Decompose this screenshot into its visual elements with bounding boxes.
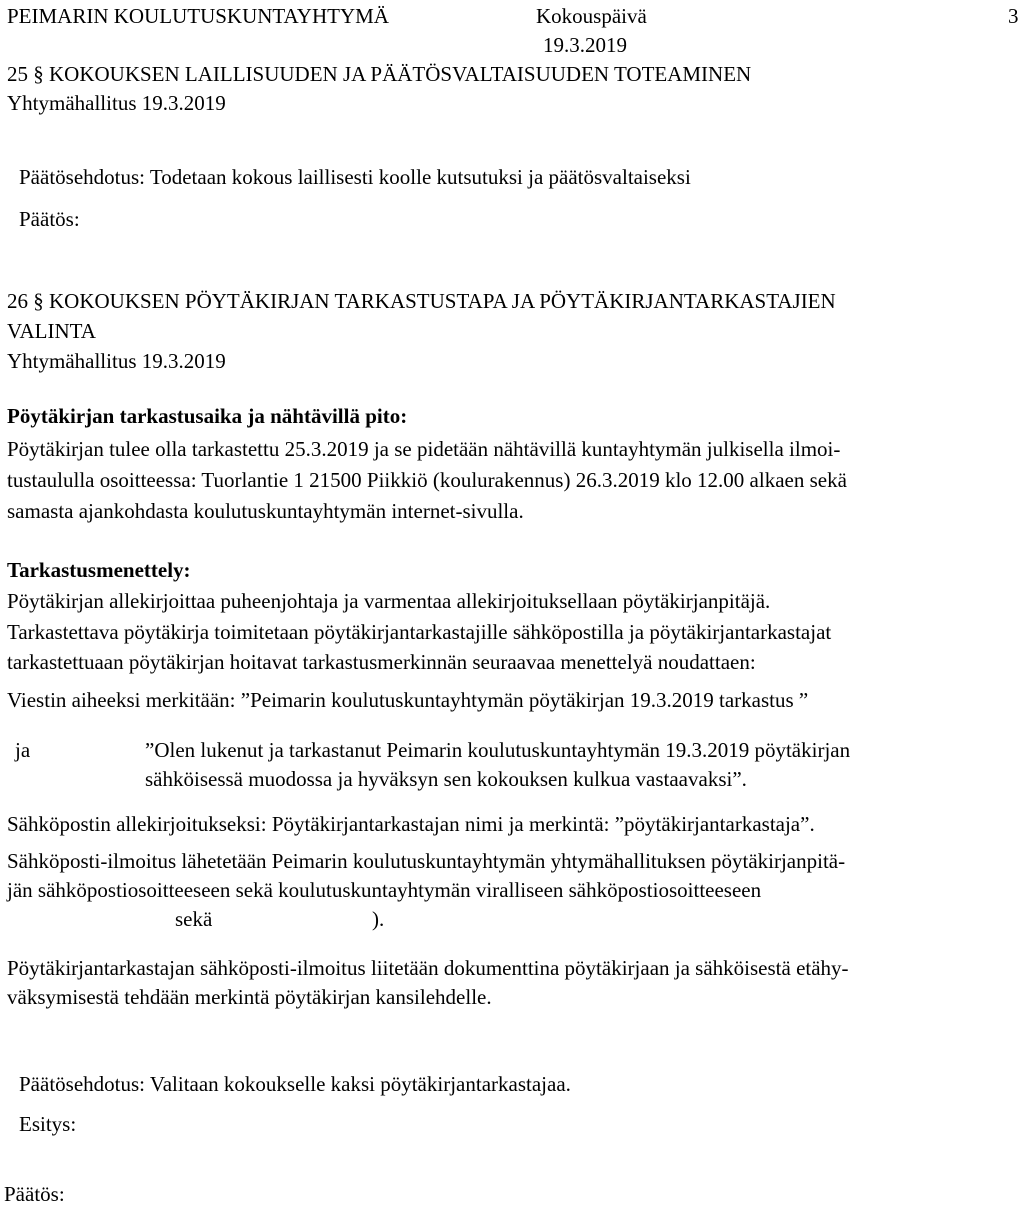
notice-line: jän sähköpostiosoitteeseen sekä koulutuskuntayhtymän viralliseen sähköpostiosoitteeseen [7,878,762,902]
inspection-time-heading: Pöytäkirjan tarkastusaika ja nähtävillä pito: [7,404,408,428]
signature-line: Sähköpostin allekirjoitukseksi: Pöytäkirjantarkastajan nimi ja merkintä: ”pöytäkirjantarkastaja”. [7,812,815,836]
inspection-paragraph-line: samasta ajankohdasta koulutuskuntayhtymän internet-sivulla. [7,499,524,523]
page-number: 3 [1008,4,1019,28]
section-25-decision: Päätös: [19,207,80,231]
final-paragraph-line: Pöytäkirjantarkastajan sähköposti-ilmoitus liitetään dokumenttina pöytäkirjaan ja sähköisestä etähy- [7,956,849,980]
inspection-paragraph-line: Pöytäkirjan tulee olla tarkastettu 25.3.2019 ja se pidetään nähtävillä kuntayhtymän julkisella ilmoi- [7,437,841,461]
subject-line: Viestin aiheeksi merkitään: ”Peimarin koulutuskuntayhtymän pöytäkirjan 19.3.2019 tarkastus ” [7,688,809,712]
section-26-esitys: Esitys: [19,1112,77,1136]
section-25-title: 25 § KOKOUKSEN LAILLISUUDEN JA PÄÄTÖSVALTAISUUDEN TOTEAMINEN [7,62,752,86]
notice-tail-seka: sekä [175,907,213,931]
procedure-paragraph-line: Tarkastettava pöytäkirja toimitetaan pöytäkirjantarkastajille sähköpostilla ja pöytäkirjantarkastajat [7,620,832,644]
procedure-heading: Tarkastusmenettely: [7,558,191,582]
section-25-proposal: Päätösehdotus: Todetaan kokous laillisesti koolle kutsutuksi ja päätösvaltaiseksi [19,165,691,189]
meeting-date: 19.3.2019 [543,33,627,57]
section-26-board: Yhtymähallitus 19.3.2019 [7,349,226,373]
organization-name: PEIMARIN KOULUTUSKUNTAYHTYMÄ [7,4,389,28]
section-25-board: Yhtymähallitus 19.3.2019 [7,91,226,115]
final-paragraph-line: väksymisestä tehdään merkintä pöytäkirjan kansilehdelle. [7,985,492,1009]
section-26-proposal: Päätösehdotus: Valitaan kokoukselle kaksi pöytäkirjantarkastajaa. [19,1072,571,1096]
notice-tail-close: ). [372,907,385,931]
procedure-paragraph-line: Pöytäkirjan allekirjoittaa puheenjohtaja ja varmentaa allekirjoituksellaan pöytäkirjanpitäjä. [7,589,771,613]
notice-line: Sähköposti-ilmoitus lähetetään Peimarin koulutuskuntayhtymän yhtymähallituksen pöytäkirjanpitä- [7,849,846,873]
procedure-paragraph-line: tarkastettuaan pöytäkirjan hoitavat tarkastusmerkinnän seuraavaa menettelyä noudattaen: [7,650,756,674]
quote-line: sähköisessä muodossa ja hyväksyn sen kokouksen kulkua vastaavaksi”. [145,767,747,791]
quote-line: ”Olen lukenut ja tarkastanut Peimarin koulutuskuntayhtymän 19.3.2019 pöytäkirjan [145,738,851,762]
section-26-title-cont: VALINTA [7,319,96,343]
ja-label: ja [15,738,31,762]
section-26-decision: Päätös: [4,1182,65,1206]
inspection-paragraph-line: tustaululla osoitteessa: Tuorlantie 1 21500 Piikkiö (koulurakennus) 26.3.2019 klo 12.00 alkaen sekä [7,468,847,492]
section-26-title: 26 § KOKOUKSEN PÖYTÄKIRJAN TARKASTUSTAPA JA PÖYTÄKIRJANTARKASTAJIEN [7,289,836,313]
meeting-date-label: Kokouspäivä [536,4,647,28]
